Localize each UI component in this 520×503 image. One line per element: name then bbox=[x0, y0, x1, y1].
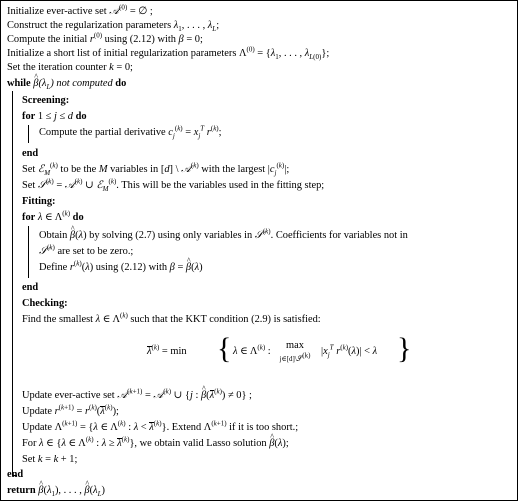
checking-heading: Checking: bbox=[22, 298, 68, 309]
return-keyword: return bbox=[7, 485, 36, 496]
while-keyword: while bbox=[7, 78, 31, 89]
for-j-line: for 1 ≤ j ≤ d do bbox=[22, 111, 87, 122]
fitting-heading: Fitting: bbox=[22, 196, 56, 207]
kkt-equation: $\lambda^{(k)} = \min$ { λ ∈ $\Lambda^{(k)}$ : max j∈[d]\𝒮$^{(k)}$ $|x_j^T$ $r^{(k)}(\lambda)| < \lambda$ } bbox=[147, 332, 412, 365]
end-for-lambda: end bbox=[22, 282, 39, 293]
set-k-line: Set k = k + 1; bbox=[22, 454, 78, 465]
init-ever-active-line: Initialize ever-active set 𝒜$^{(0)}$ = ∅ ; bbox=[7, 3, 153, 17]
for-valid-line: For λ ∈ {λ ∈ $\Lambda^{(k)}$ : $\lambda \ge \lambda^{(k)}$}, we obtain valid Lasso solution ^ β(λ); bbox=[22, 437, 289, 450]
update-active-line: Update ever-active set 𝒜$^{(k+1)}$ = 𝒜$^{(k)}$ ∪ {j : ^ $\beta(\lambda^{(k)}) \ne 0$} ; bbox=[22, 389, 252, 402]
end-while: end bbox=[7, 469, 24, 480]
construct-reg-line: Construct the regularization parameters $\lambda_1$, . . . , $\lambda_L$; bbox=[7, 20, 220, 34]
set-s-line: Set 𝒮$^{(k)}$ = 𝒜$^{(k)}$ ∪ ℰ$_M^{(k)}$. This will be the variables used in the fitting step; bbox=[22, 177, 325, 194]
end-for-j: end bbox=[22, 148, 39, 159]
partial-derivative-line: Compute the partial derivative $c_j^{(k)} = x_j^T$ $r^{(k)}$; bbox=[39, 124, 222, 141]
while-block-bar bbox=[12, 91, 13, 470]
set-counter-line: Set the iteration counter k = 0; bbox=[7, 62, 133, 73]
define-r-line: Define $r^{(k)}(\lambda)$ using (2.12) with β = ^ β(λ) bbox=[39, 261, 203, 274]
do-keyword: do bbox=[75, 111, 87, 122]
set-em-line: Set ℰ$_M^{(k)}$ to be the M variables in [d] \ 𝒜$^{(k)}$ with the largest $|c_j^{(k)}|$; bbox=[22, 161, 290, 178]
do-keyword: do bbox=[115, 78, 127, 89]
obtain-beta-line-1: Obtain ^ β(λ) by solving (2.7) using only variables in 𝒮$^{(k)}$. Coefficients for variables not in bbox=[39, 229, 408, 242]
init-short-list-line: Initialize a short list of initial regularization parameters $\Lambda^{(0)} = \{\lambda_1$, . . . , $\lambda_{L(0)}$}; bbox=[7, 45, 330, 62]
update-lambda-line: Update $\Lambda^{(k+1)} = \{\lambda$ ∈ $\Lambda^{(k)}$ : $\lambda < \lambda^{(k)}$}. Extend $\Lambda^{(k+1)}$ if it is too short.; bbox=[22, 419, 299, 433]
for-lambda-block-bar bbox=[28, 226, 29, 278]
for-keyword: for bbox=[22, 212, 36, 223]
update-r-line: Update $r^{(k+1)} = r^{(k)}(\lambda^{(k)})$; bbox=[22, 403, 119, 417]
do-keyword: do bbox=[72, 212, 84, 223]
while-line: while ^ $\beta(\lambda_L)$ not computed do bbox=[7, 77, 126, 90]
for-lambda-line: for λ ∈ $\Lambda^{(k)}$ do bbox=[22, 209, 84, 223]
obtain-beta-line-2: 𝒮$^{(k)}$ are set to be zero.; bbox=[39, 243, 134, 257]
screening-heading: Screening: bbox=[22, 95, 70, 106]
return-line: return ^ $\beta(\lambda_1)$, . . . , ^ $\beta(\lambda_L)$ bbox=[7, 484, 105, 497]
for-keyword: for bbox=[22, 111, 36, 122]
find-smallest-line: Find the smallest λ ∈ $\Lambda^{(k)}$ such that the KKT condition (2.9) is satisfied: bbox=[22, 311, 321, 325]
for-j-block-bar bbox=[28, 125, 29, 143]
compute-initial-line: Compute the initial $r^{(0)}$ using (2.12) with β = 0; bbox=[7, 31, 203, 45]
